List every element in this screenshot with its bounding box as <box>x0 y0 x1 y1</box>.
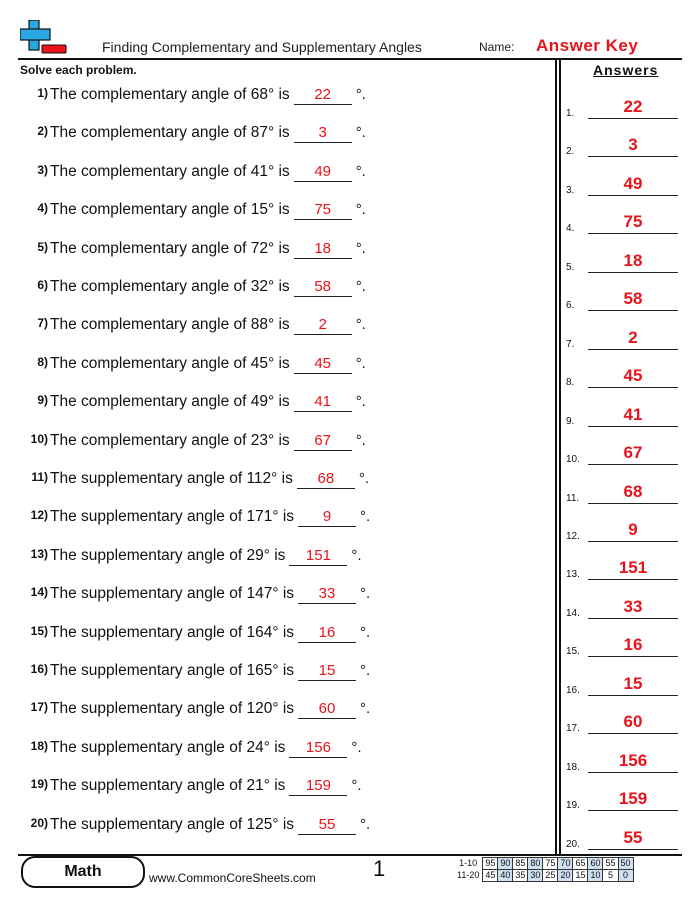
problem-number: 14) <box>30 585 48 600</box>
problem-number: 9) <box>37 393 48 408</box>
answer-number: 11. <box>566 492 580 504</box>
answer-row <box>566 172 680 196</box>
answer-value: 55 <box>588 828 678 850</box>
answer-value: 151 <box>588 558 678 580</box>
problem-item <box>20 700 370 722</box>
problem-item <box>20 816 370 838</box>
answer-number: 16. <box>566 684 580 696</box>
score-cell: 5 <box>603 870 618 882</box>
answer-blank: 22 <box>294 86 352 105</box>
problem-text: The complementary angle of 72° is <box>50 239 290 257</box>
problem-text: The supplementary angle of 21° is <box>50 777 286 795</box>
answer-blank: 41 <box>294 393 352 412</box>
problem-item <box>20 278 366 300</box>
header-divider <box>18 58 682 60</box>
problem-text: The supplementary angle of 125° is <box>50 815 295 833</box>
degree-suffix: °. <box>360 623 371 641</box>
website-link[interactable]: www.CommonCoreSheets.com <box>149 871 316 885</box>
answer-row <box>566 633 680 657</box>
problem-text: The supplementary angle of 29° is <box>50 546 286 564</box>
degree-suffix: °. <box>355 162 366 180</box>
problem-item <box>20 355 366 377</box>
problem-text: The supplementary angle of 165° is <box>50 662 295 679</box>
answer-value: 156 <box>588 751 678 773</box>
degree-suffix: °. <box>355 86 366 103</box>
degree-suffix: °. <box>351 546 362 564</box>
problem-text: The supplementary angle of 147° is <box>50 585 295 603</box>
score-cell: 60 <box>588 858 603 870</box>
answer-row <box>566 364 680 388</box>
degree-suffix: °. <box>351 777 362 795</box>
name-label: Name: <box>479 40 515 54</box>
answer-number: 15. <box>566 646 580 658</box>
degree-suffix: °. <box>355 354 366 372</box>
answer-blank: 55 <box>298 816 356 835</box>
problem-item <box>20 432 366 454</box>
problem-text: The complementary angle of 49° is <box>50 393 290 411</box>
answer-blank: 49 <box>294 163 352 182</box>
answer-value: 2 <box>588 328 678 350</box>
answer-blank: 67 <box>294 432 352 451</box>
answer-number: 20. <box>566 838 580 850</box>
answer-value: 15 <box>588 674 678 696</box>
answer-blank: 45 <box>294 355 352 374</box>
problem-text: The complementary angle of 23° is <box>50 431 290 449</box>
problem-number: 15) <box>30 623 48 638</box>
answer-value: 22 <box>588 97 678 119</box>
score-cell: 50 <box>618 858 633 870</box>
score-cell: 65 <box>573 858 588 870</box>
score-cell: 80 <box>528 858 543 870</box>
score-cell: 35 <box>513 870 528 882</box>
answer-blank: 18 <box>294 240 352 259</box>
answer-blank: 9 <box>298 508 356 527</box>
score-row <box>455 870 633 882</box>
problem-text: The complementary angle of 15° is <box>50 201 290 219</box>
score-cell: 85 <box>513 858 528 870</box>
problem-number: 18) <box>30 738 48 753</box>
problem-number: 2) <box>37 124 48 139</box>
problem-number: 7) <box>37 316 48 331</box>
score-cell: 10 <box>588 870 603 882</box>
problem-number: 19) <box>30 777 48 792</box>
column-divider <box>555 58 557 854</box>
answer-number: 17. <box>566 723 580 735</box>
problem-item <box>20 624 370 646</box>
answer-row <box>566 518 680 542</box>
answer-row <box>566 787 680 811</box>
problem-number: 16) <box>30 662 48 676</box>
answer-number: 9. <box>566 415 575 427</box>
problem-number: 4) <box>37 201 48 216</box>
problem-item <box>20 662 370 684</box>
answer-blank: 68 <box>297 470 355 489</box>
answer-blank: 2 <box>294 316 352 335</box>
degree-suffix: °. <box>355 201 366 219</box>
answer-row <box>566 95 680 119</box>
answer-value: 58 <box>588 289 678 311</box>
score-cell: 25 <box>543 870 558 882</box>
problem-item <box>20 201 366 223</box>
degree-suffix: °. <box>351 738 362 756</box>
answer-value: 18 <box>588 251 678 273</box>
answer-key-label: Answer Key <box>536 36 639 55</box>
score-table <box>455 857 634 882</box>
answer-value: 41 <box>588 405 678 427</box>
answer-row <box>566 556 680 580</box>
problem-item <box>20 739 362 761</box>
page-number: 1 <box>373 856 386 881</box>
problem-number: 13) <box>30 546 48 561</box>
answer-number: 1. <box>566 108 575 119</box>
problem-item <box>20 163 366 185</box>
problem-number: 10) <box>30 431 48 446</box>
problem-item <box>20 240 366 262</box>
problem-number: 6) <box>37 278 48 292</box>
answer-number: 13. <box>566 569 580 581</box>
answer-row <box>566 287 680 311</box>
problem-number: 17) <box>30 700 48 715</box>
answer-row <box>566 710 680 734</box>
problem-item <box>20 393 366 415</box>
problem-number: 3) <box>37 162 48 177</box>
problem-number: 12) <box>30 508 48 523</box>
answer-number: 18. <box>566 761 580 773</box>
answer-row <box>566 826 680 850</box>
answer-number: 5. <box>566 261 575 273</box>
degree-suffix: °. <box>360 508 371 526</box>
answer-value: 60 <box>588 712 678 734</box>
problem-item <box>20 124 366 146</box>
answer-row <box>566 326 680 350</box>
answer-number: 8. <box>566 377 575 389</box>
answer-row <box>566 672 680 696</box>
answer-row <box>566 749 680 773</box>
problem-text: The supplementary angle of 164° is <box>50 623 295 641</box>
problem-number: 11) <box>31 470 48 484</box>
degree-suffix: °. <box>358 470 370 487</box>
worksheet-title: Finding Complementary and Supplementary Angles <box>102 39 422 55</box>
answer-number: 4. <box>566 223 575 235</box>
answer-row <box>566 480 680 504</box>
answer-row <box>566 249 680 273</box>
answer-blank: 33 <box>298 585 356 604</box>
problem-text: The complementary angle of 32° is <box>50 278 290 295</box>
score-cell: 70 <box>558 858 573 870</box>
problem-text: The complementary angle of 88° is <box>50 316 290 334</box>
answer-row <box>566 210 680 234</box>
answer-value: 68 <box>588 482 678 504</box>
degree-suffix: °. <box>355 393 366 411</box>
score-row-label: 11-20 <box>457 870 480 880</box>
problem-text: The complementary angle of 45° is <box>50 354 290 372</box>
problem-item <box>20 316 366 338</box>
degree-suffix: °. <box>360 700 371 718</box>
answer-value: 16 <box>588 635 678 657</box>
score-cell: 40 <box>498 870 513 882</box>
answer-blank: 16 <box>298 624 356 643</box>
score-cell: 20 <box>558 870 573 882</box>
score-cell: 55 <box>603 858 618 870</box>
answer-blank: 159 <box>289 777 347 796</box>
score-cell: 15 <box>573 870 588 882</box>
answer-blank: 151 <box>289 547 347 566</box>
degree-suffix: °. <box>360 815 371 833</box>
problem-item <box>20 470 369 492</box>
problem-text: The complementary angle of 41° is <box>50 162 290 180</box>
answer-number: 14. <box>566 607 580 619</box>
problem-text: The complementary angle of 87° is <box>50 124 290 142</box>
answer-row <box>566 133 680 157</box>
answer-value: 45 <box>588 366 678 388</box>
answer-number: 10. <box>566 454 580 466</box>
answer-number: 7. <box>566 338 575 350</box>
score-cell: 75 <box>543 858 558 870</box>
subject-badge: Math <box>21 856 145 888</box>
answer-value: 67 <box>588 443 678 465</box>
problem-item <box>20 547 362 569</box>
column-divider <box>559 58 561 854</box>
problem-number: 1) <box>37 86 48 100</box>
problem-text: The complementary angle of 68° is <box>50 86 290 103</box>
problem-item <box>20 508 370 530</box>
degree-suffix: °. <box>355 124 366 142</box>
problem-text: The supplementary angle of 120° is <box>50 700 295 718</box>
degree-suffix: °. <box>355 316 366 334</box>
degree-suffix: °. <box>360 662 371 679</box>
answer-value: 9 <box>588 520 678 542</box>
problem-item <box>20 777 362 799</box>
answer-number: 2. <box>566 146 575 158</box>
problem-number: 8) <box>37 354 48 369</box>
score-cell: 95 <box>483 858 498 870</box>
problem-text: The supplementary angle of 112° is <box>50 470 293 487</box>
answer-number: 3. <box>566 184 575 196</box>
answer-value: 49 <box>588 174 678 196</box>
score-cell: 0 <box>618 870 633 882</box>
score-row-label: 1-10 <box>459 858 478 868</box>
instructions: Solve each problem. <box>20 63 137 77</box>
answer-blank: 75 <box>294 201 352 220</box>
answer-value: 75 <box>588 212 678 234</box>
score-cell: 90 <box>498 858 513 870</box>
problem-number: 5) <box>37 239 48 254</box>
answer-blank: 60 <box>298 700 356 719</box>
degree-suffix: °. <box>355 278 366 295</box>
answer-blank: 156 <box>289 739 347 758</box>
score-row <box>455 858 633 870</box>
answer-row <box>566 403 680 427</box>
answer-row <box>566 595 680 619</box>
problem-item <box>20 86 366 108</box>
answers-heading: Answers <box>593 62 659 78</box>
answer-row <box>566 441 680 465</box>
answer-number: 19. <box>566 800 580 812</box>
answer-number: 6. <box>566 300 575 312</box>
problem-item <box>20 585 370 607</box>
answer-value: 3 <box>588 135 678 157</box>
answer-value: 159 <box>588 789 678 811</box>
degree-suffix: °. <box>355 239 366 257</box>
answer-value: 33 <box>588 597 678 619</box>
degree-suffix: °. <box>360 585 371 603</box>
degree-suffix: °. <box>355 431 366 449</box>
problem-text: The supplementary angle of 171° is <box>50 508 295 526</box>
score-cell: 30 <box>528 870 543 882</box>
answer-blank: 3 <box>294 124 352 143</box>
problem-text: The supplementary angle of 24° is <box>50 738 286 756</box>
problem-number: 20) <box>30 815 48 830</box>
plus-minus-logo-icon <box>20 20 68 56</box>
answer-blank: 58 <box>294 278 352 297</box>
score-cell: 45 <box>483 870 498 882</box>
answer-blank: 15 <box>298 662 356 681</box>
answer-number: 12. <box>566 530 580 542</box>
